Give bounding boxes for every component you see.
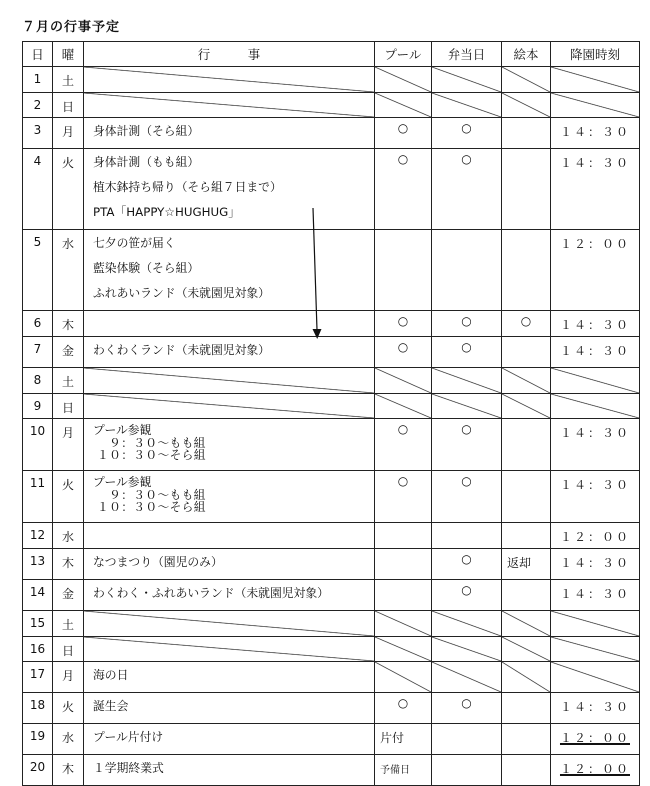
time-cell [551,230,640,311]
time-cell [551,580,640,611]
pool-cell [375,611,432,637]
lunch-cell: ○ [432,337,502,368]
book-cell [502,230,551,311]
book-cell [502,337,551,368]
time-value: １４：３０ [559,426,630,440]
dow-cell: 金 [53,337,84,368]
lunch-cell: ○ [432,311,502,337]
lunch-cell: ○ [432,118,502,149]
day-cell: 18 [23,693,53,724]
event-item: プール片付け [93,730,164,744]
book-cell: ○ [502,311,551,337]
dow-cell: 月 [53,419,84,471]
time-cell [551,419,640,471]
dow-cell: 水 [53,523,84,549]
dow-cell: 金 [53,580,84,611]
lunch-cell: ○ [432,693,502,724]
book-cell [502,419,551,471]
lunch-cell [432,755,502,786]
pool-cell: 片付 [375,724,432,755]
event-cell [84,471,375,523]
table-row [23,580,640,611]
dow-cell: 水 [53,724,84,755]
day-cell: 13 [23,549,53,580]
pool-cell [375,230,432,311]
lunch-cell [432,368,502,394]
pool-cell [375,93,432,118]
event-cell [84,149,375,230]
time-cell [551,693,640,724]
book-cell: 返却 [502,549,551,580]
book-cell [502,724,551,755]
event-item: プール参観 [93,475,152,489]
lunch-cell: ○ [432,580,502,611]
event-cell [84,755,375,786]
lunch-cell [432,67,502,93]
day-cell: 8 [23,368,53,394]
book-cell [502,67,551,93]
day-cell: 3 [23,118,53,149]
table-row [23,368,640,394]
pool-cell: ○ [375,471,432,523]
day-cell: 7 [23,337,53,368]
event-item: １０：３０～そら組 [97,500,206,514]
day-cell: 19 [23,724,53,755]
pool-cell [375,368,432,394]
book-cell [502,394,551,419]
lunch-cell: ○ [432,149,502,230]
event-item: ９：３０～もも組 [109,436,206,450]
event-item: なつまつり（園児のみ） [93,555,223,569]
table-row [23,549,640,580]
pool-cell: ○ [375,311,432,337]
day-cell: 17 [23,662,53,693]
pool-cell: ○ [375,118,432,149]
event-cell [84,637,375,662]
lunch-cell: ○ [432,471,502,523]
lunch-cell [432,637,502,662]
time-cell [551,549,640,580]
lunch-cell: ○ [432,549,502,580]
book-cell [502,637,551,662]
event-item: 植木鉢持ち帰り（そら組７日まで） [93,180,282,194]
header-row [23,42,640,67]
time-value: １２：００ [559,731,630,745]
event-item: 身体計測（もも組） [93,155,200,169]
book-cell [502,580,551,611]
table-row [23,523,640,549]
pool-cell: ○ [375,419,432,471]
book-cell [502,118,551,149]
time-cell [551,311,640,337]
event-cell [84,724,375,755]
dow-cell: 火 [53,149,84,230]
table-row [23,230,640,311]
time-cell [551,118,640,149]
time-value: １４：３０ [559,556,630,570]
pool-cell [375,523,432,549]
book-cell [502,662,551,693]
pool-cell [375,549,432,580]
lunch-cell [432,230,502,311]
time-cell [551,394,640,419]
day-cell: 20 [23,755,53,786]
book-cell [502,368,551,394]
event-cell [84,523,375,549]
day-cell: 1 [23,67,53,93]
time-value: １４：３０ [559,478,630,492]
day-cell: 6 [23,311,53,337]
time-value: １４：３０ [559,700,630,714]
page-title: ７月の行事予定 [22,20,121,35]
time-value: １４：３０ [559,156,630,170]
time-value: １４：３０ [559,125,630,139]
time-cell [551,662,640,693]
event-item: わくわくランド（未就園児対象） [93,343,270,357]
dow-cell: 土 [53,67,84,93]
dow-cell: 土 [53,611,84,637]
event-item: １学期終業式 [93,761,164,775]
time-cell [551,149,640,230]
dow-cell: 火 [53,693,84,724]
day-cell: 12 [23,523,53,549]
dow-cell: 木 [53,549,84,580]
table-row [23,611,640,637]
event-item: PTA「HAPPY☆HUGHUG」 [93,205,241,219]
book-cell [502,755,551,786]
table-row [23,693,640,724]
book-cell [502,523,551,549]
event-item: プール参観 [93,423,152,437]
event-item: ９：３０～もも組 [109,488,206,502]
event-cell [84,693,375,724]
dow-cell: 月 [53,118,84,149]
day-cell: 2 [23,93,53,118]
pool-cell: ○ [375,693,432,724]
dow-cell: 木 [53,755,84,786]
dow-cell: 月 [53,662,84,693]
book-cell [502,93,551,118]
time-cell [551,637,640,662]
table-row [23,637,640,662]
day-cell: 15 [23,611,53,637]
table-row [23,419,640,471]
time-cell [551,523,640,549]
event-item: ふれあいランド（未就園児対象） [93,286,270,300]
dow-cell: 土 [53,368,84,394]
table-row [23,149,640,230]
table-row [23,755,640,786]
event-cell [84,549,375,580]
dow-cell: 水 [53,230,84,311]
header-day: 日 [23,42,53,67]
header-pool: プール [375,42,432,67]
pool-cell [375,637,432,662]
header-dismissal: 降園時刻 [551,42,640,67]
event-item: 誕生会 [93,699,129,713]
table-row [23,311,640,337]
lunch-cell [432,523,502,549]
event-cell [84,368,375,394]
schedule-table [22,41,640,786]
event-cell [84,118,375,149]
time-value: １４：３０ [559,318,630,332]
pool-cell: ○ [375,149,432,230]
table-row [23,337,640,368]
header-book: 絵本 [502,42,551,67]
header-dow: 曜 [53,42,84,67]
dow-cell: 日 [53,637,84,662]
time-cell [551,337,640,368]
table-row [23,118,640,149]
header-event: 行 事 [84,42,375,67]
day-cell: 16 [23,637,53,662]
time-cell [551,368,640,394]
time-value: １２：００ [559,762,630,776]
event-cell [84,93,375,118]
time-value: １２：００ [559,530,630,544]
dow-cell: 日 [53,394,84,419]
time-value: １４：３０ [559,587,630,601]
lunch-cell [432,611,502,637]
day-cell: 5 [23,230,53,311]
pool-cell [375,580,432,611]
event-cell [84,580,375,611]
event-item: 藍染体験（そら組） [93,261,200,275]
table-row [23,394,640,419]
time-value: １２：００ [559,237,630,251]
day-cell: 9 [23,394,53,419]
table-row [23,67,640,93]
time-cell [551,67,640,93]
event-cell [84,337,375,368]
dow-cell: 火 [53,471,84,523]
day-cell: 4 [23,149,53,230]
pool-cell [375,67,432,93]
day-cell: 14 [23,580,53,611]
table-row [23,471,640,523]
day-cell: 11 [23,471,53,523]
lunch-cell [432,724,502,755]
time-cell [551,755,640,786]
lunch-cell [432,662,502,693]
event-cell [84,611,375,637]
book-cell [502,149,551,230]
book-cell [502,611,551,637]
time-cell [551,611,640,637]
event-cell [84,419,375,471]
event-item: 七夕の笹が届く [93,236,176,250]
table-row [23,724,640,755]
pool-cell: ○ [375,337,432,368]
dow-cell: 木 [53,311,84,337]
table-row [23,662,640,693]
event-item: １０：３０～そら組 [97,448,206,462]
event-item: 海の日 [93,668,129,682]
header-lunch: 弁当日 [432,42,502,67]
lunch-cell: ○ [432,419,502,471]
time-value: １４：３０ [559,344,630,358]
time-cell [551,93,640,118]
event-cell [84,230,375,311]
event-item: 身体計測（そら組） [93,124,200,138]
lunch-cell [432,93,502,118]
lunch-cell [432,394,502,419]
time-cell [551,724,640,755]
event-item: わくわく・ふれあいランド（未就園児対象） [93,586,329,600]
pool-cell: 予備日 [375,755,432,786]
book-cell [502,471,551,523]
table-row [23,93,640,118]
time-cell [551,471,640,523]
event-cell [84,394,375,419]
event-cell [84,311,375,337]
dow-cell: 日 [53,93,84,118]
pool-cell [375,662,432,693]
pool-cell [375,394,432,419]
event-cell [84,67,375,93]
book-cell [502,693,551,724]
day-cell: 10 [23,419,53,471]
event-cell [84,662,375,693]
